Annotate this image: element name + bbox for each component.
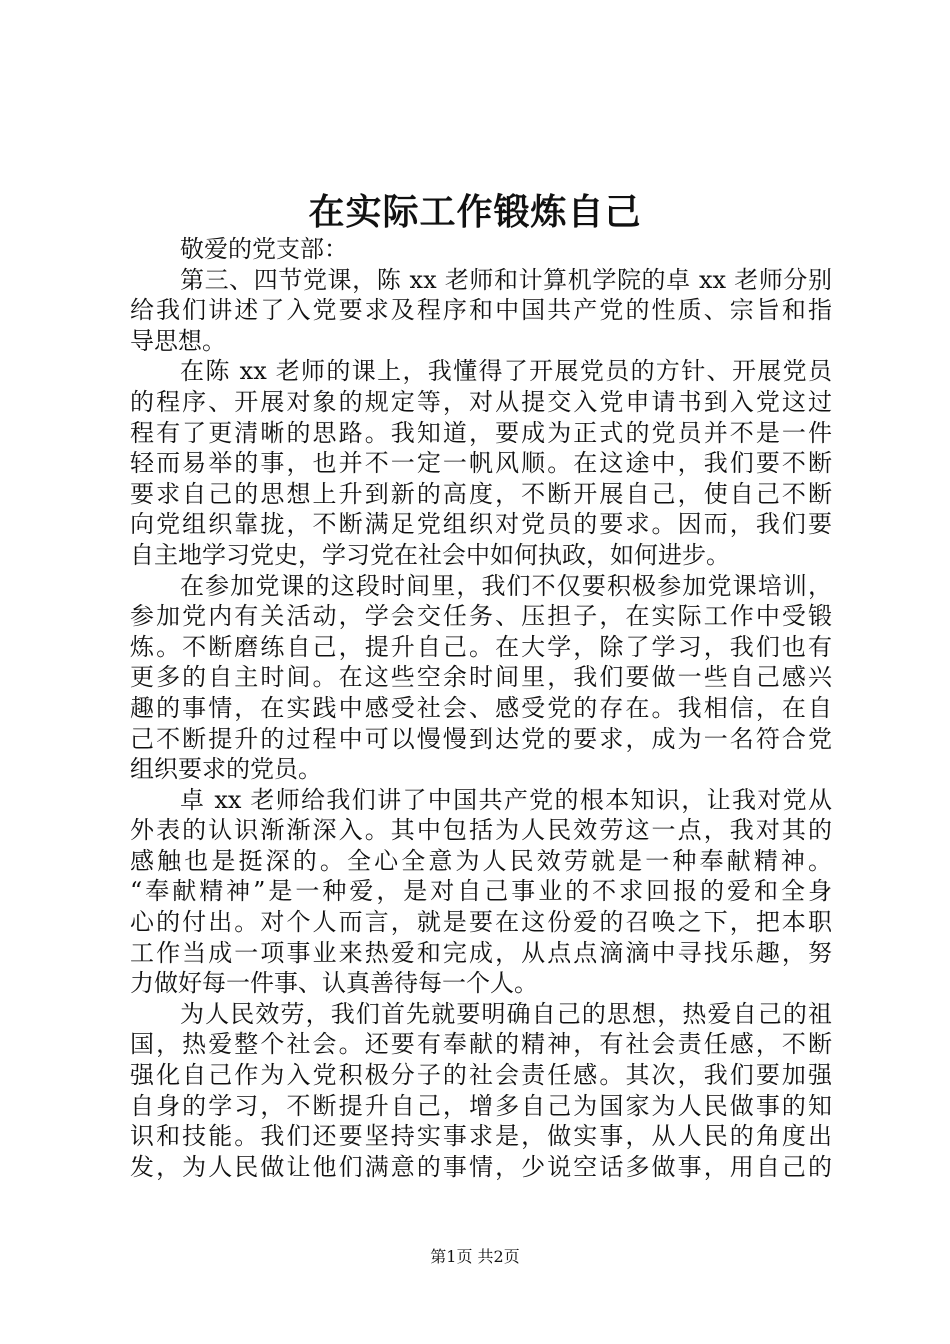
text-line: 识和技能。我们还要坚持实事求是，做实事，从人民的角度出	[130, 1122, 832, 1151]
text-line: 更多的自主时间。在这些空余时间里，我们要做一些自己感兴	[130, 663, 832, 692]
text-line: 的程序、开展对象的规定等，对从提交入党申请书到入党这过	[130, 387, 832, 416]
text-line: 力做好每一件事、认真善待每一个人。	[130, 969, 538, 998]
text-line: 强化自己作为入党积极分子的社会责任感。其次，我们要加强	[130, 1061, 832, 1090]
text-line: 自主地学习党史，学习党在社会中如何执政，如何进步。	[130, 540, 730, 569]
text-line: 己不断提升的过程中可以慢慢到达党的要求，成为一名符合党	[130, 724, 832, 753]
text-line: 心的付出。对个人而言，就是要在这份爱的召唤之下，把本职	[130, 908, 832, 937]
paragraph	[130, 571, 832, 785]
text-line: 工作当成一项事业来热爱和完成，从点点滴滴中寻找乐趣，努	[130, 938, 832, 967]
page-footer: 第1页 共2页	[430, 1247, 520, 1266]
paragraph	[130, 999, 832, 1183]
text-line: 给我们讲述了入党要求及程序和中国共产党的性质、宗旨和指	[130, 296, 832, 325]
text-line: 程有了更清晰的思路。我知道，要成为正式的党员并不是一件	[130, 418, 832, 447]
text-line: 国，热爱整个社会。还要有奉献的精神，有社会责任感，不断	[130, 1030, 832, 1059]
text-line: 自身的学习，不断提升自己，增多自己为国家为人民做事的知	[130, 1091, 832, 1120]
text-line: “奉献精神”是一种爱，是对自己事业的不求回报的爱和全身	[130, 877, 832, 906]
text-line: 在陈 xx 老师的课上，我懂得了开展党员的方针、开展党员	[180, 357, 832, 386]
text-line: 组织要求的党员。	[130, 755, 322, 784]
text-line: 外表的认识渐渐深入。其中包括为人民效劳这一点，我对其的	[130, 816, 832, 845]
text-line: 在参加党课的这段时间里，我们不仅要积极参加党课培训，	[180, 571, 832, 600]
text-line: 轻而易举的事，也并不一定一帆风顺。在这途中，我们要不断	[130, 449, 832, 478]
paragraph	[130, 356, 832, 570]
text-line: 卓 xx 老师给我们讲了中国共产党的根本知识，让我对党从	[180, 785, 832, 814]
paragraph	[130, 265, 832, 357]
text-line: 向党组织靠拢，不断满足党组织对党员的要求。因而，我们要	[130, 510, 832, 539]
text-line: 感触也是挺深的。全心全意为人民效劳就是一种奉献精神。	[130, 846, 832, 875]
document-body	[130, 234, 832, 1182]
text-line: 要求自己的思想上升到新的高度，不断开展自己，使自己不断	[130, 479, 832, 508]
text-line: 参加党内有关活动，学会交任务、压担子，在实际工作中受锻	[130, 602, 832, 631]
document-title: 在实际工作锻炼自己	[308, 192, 642, 233]
text-line: 趣的事情，在实践中感受社会、感受党的存在。我相信，在自	[130, 693, 832, 722]
text-line: 炼。不断磨练自己，提升自己。在大学，除了学习，我们也有	[130, 632, 832, 661]
paragraph	[130, 785, 832, 999]
salutation: 敬爱的党支部：	[180, 235, 348, 263]
text-line: 导思想。	[130, 326, 226, 355]
paragraphs	[130, 265, 832, 1183]
text-line: 第三、四节党课，陈 xx 老师和计算机学院的卓 xx 老师分别	[180, 265, 832, 294]
text-line: 发，为人民做让他们满意的事情，少说空话多做事，用自己的	[130, 1152, 832, 1181]
text-line: 为人民效劳，我们首先就要明确自己的思想，热爱自己的祖	[180, 999, 832, 1028]
